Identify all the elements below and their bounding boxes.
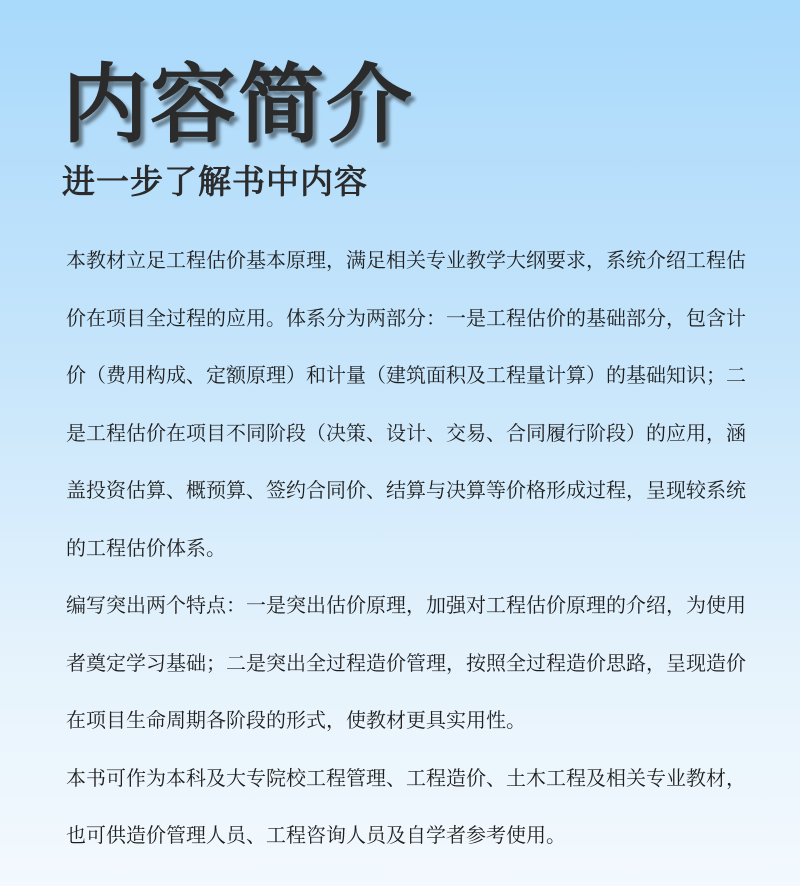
page-subtitle: 进一步了解书中内容 [62, 162, 368, 201]
intro-text [66, 232, 746, 865]
paragraph-audience: 本书可作为本科及大专院校工程管理、工程造价、土木工程及相关专业教材，也可供造价管理人员、工程咨询人员及自学者参考使用。 [66, 765, 746, 847]
paragraph-overview: 本教材立足工程估价基本原理，满足相关专业教学大纲要求，系统介绍工程估价在项目全过程的应用。体系分为两部分：一是工程估价的基础部分，包含计价（费用构成、定额原理）和计量（建筑面积及工程量计算）的基础知识；二是工程估价在项目不同阶段（决策、设计、交易、合同履行阶段）的应用，涵盖投资估算、概预算、签约合同价、结算与决算等价格形成过程，呈现较系统的工程估价体系。 [66, 248, 746, 560]
header [62, 55, 414, 202]
page-title: 内容简介 [62, 55, 414, 155]
paragraph-features: 编写突出两个特点：一是突出估价原理，加强对工程估价原理的介绍，为使用者奠定学习基础；二是突出全过程造价管理，按照全过程造价思路，呈现造价在项目生命周期各阶段的形式，使教材更具实用性。 [66, 593, 746, 732]
